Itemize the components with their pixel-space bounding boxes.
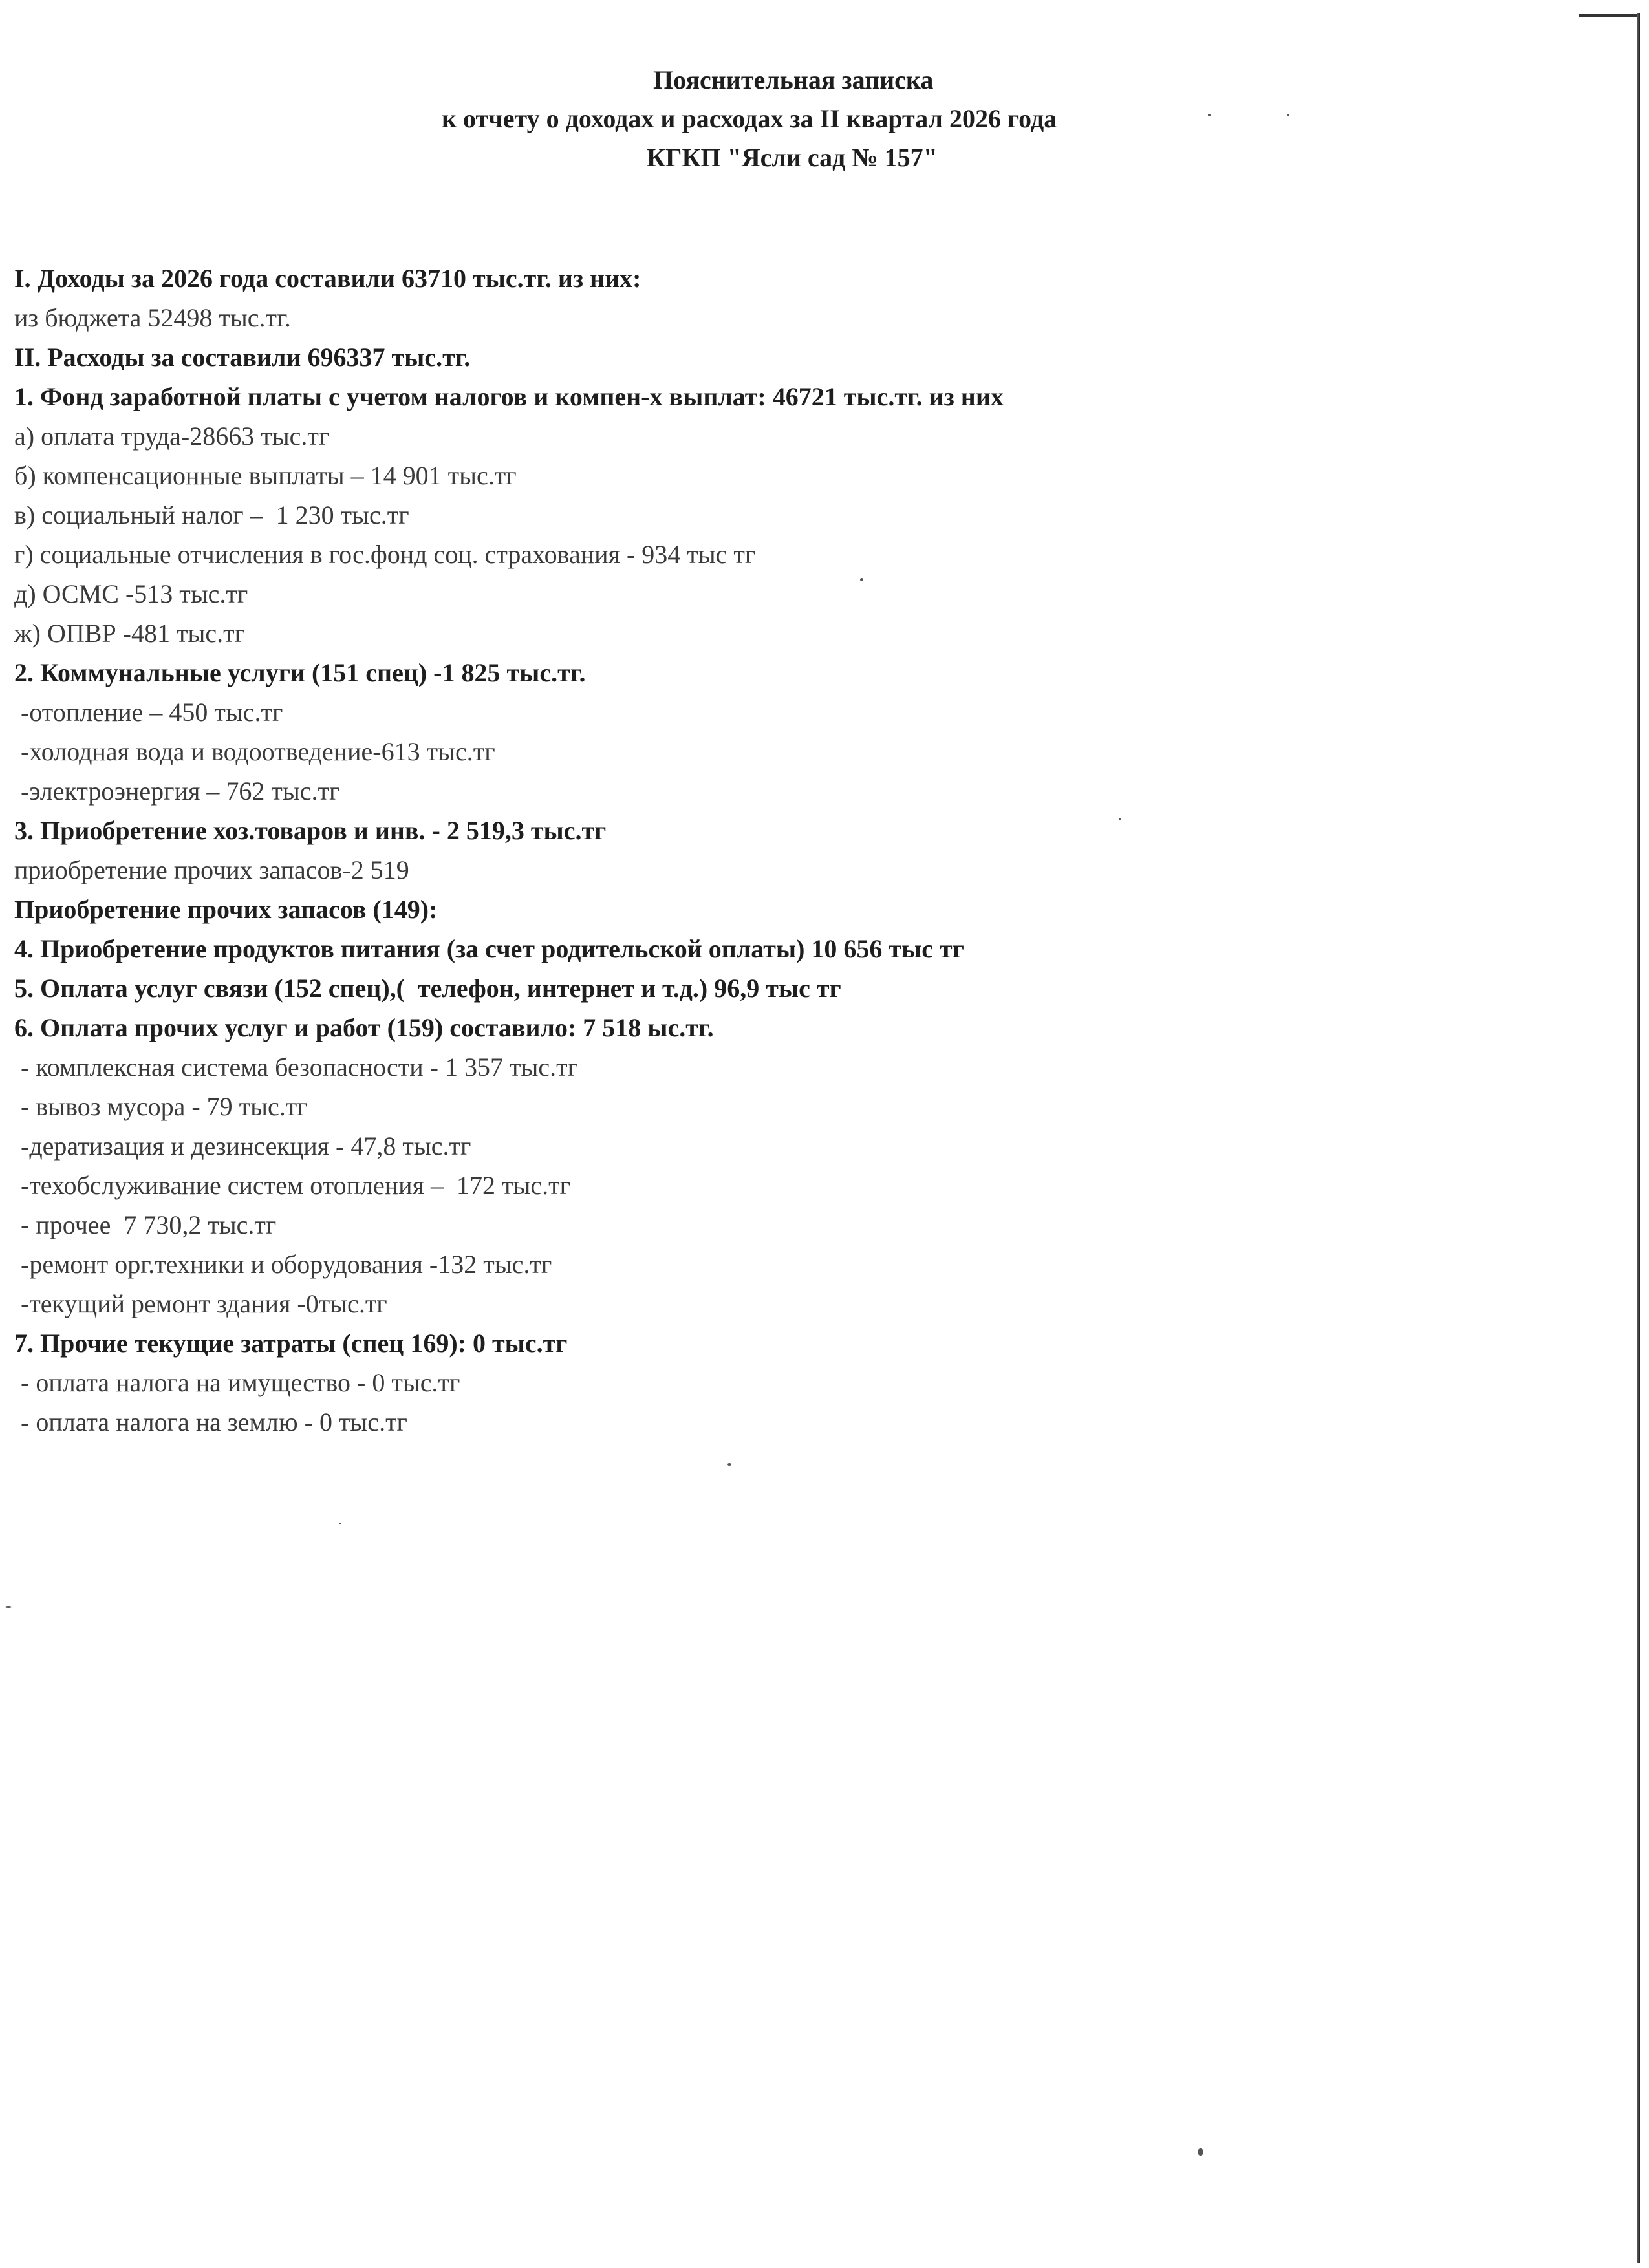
section-heading: 3. Приобретение хоз.товаров и инв. - 2 519,3 тыс.тг [14,816,607,845]
text-line: -отопление – 450 тыс.тг [14,698,283,727]
text-line: -дератизация и дезинсекция - 47,8 тыс.тг [14,1131,471,1161]
section-heading: 2. Коммунальные услуги (151 спец) -1 825 тыс.тг. [14,658,586,687]
text-line: ж) ОПВР -481 тыс.тг [14,619,245,648]
text-line: -техобслуживание систем отопления – 172 тыс.тг [14,1171,570,1200]
text-line: в) социальный налог – 1 230 тыс.тг [14,500,409,530]
scan-speck [727,1463,731,1466]
text-line: - оплата налога на землю - 0 тыс.тг [14,1407,407,1437]
section-heading: 5. Оплата услуг связи (152 спец),( телефон, интернет и т.д.) 96,9 тыс тг [14,974,841,1003]
text-line: д) ОСМС -513 тыс.тг [14,579,248,608]
scan-speck [5,1606,12,1608]
text-line: б) компенсационные выплаты – 14 901 тыс.тг [14,461,517,490]
section-heading: I. Доходы за 2026 года составили 63710 тыс.тг. из них: [14,264,641,293]
scan-speck [1208,114,1211,116]
document-body [14,259,1618,1442]
section-heading: 4. Приобретение продуктов питания (за счет родительской оплаты) 10 656 тыс тг [14,934,964,963]
text-line: - вывоз мусора - 79 тыс.тг [14,1092,308,1121]
text-line: из бюджета 52498 тыс.тг. [14,303,291,332]
document-title: Пояснительная записка [653,65,934,94]
scan-speck [339,1523,341,1524]
section-heading: 6. Оплата прочих услуг и работ (159) составило: 7 518 ыс.тг. [14,1013,714,1042]
text-line: -холодная вода и водоотведение-613 тыс.тг [14,737,495,766]
text-line: -ремонт орг.техники и оборудования -132 тыс.тг [14,1250,552,1279]
scan-edge [1637,13,1640,2263]
text-line: приобретение прочих запасов-2 519 [14,855,409,884]
text-line: -текущий ремонт здания -0тыс.тг [14,1289,387,1318]
section-heading: 7. Прочие текущие затраты (спец 169): 0 тыс.тг [14,1329,568,1358]
document-subtitle: к отчету о доходах и расходах за II квартал 2026 года [442,104,1057,133]
section-heading: Приобретение прочих запасов (149): [14,895,438,924]
text-line: -электроэнергия – 762 тыс.тг [14,776,340,806]
section-heading: 1. Фонд заработной платы с учетом налогов и компен-х выплат: 46721 тыс.тг. из них [14,382,1004,411]
organization-name: КГКП "Ясли сад № 157" [647,143,938,172]
text-line: - комплексная система безопасности - 1 357 тыс.тг [14,1053,578,1082]
scan-speck [1287,114,1289,116]
section-heading: II. Расходы за составили 696337 тыс.тг. [14,343,471,372]
text-line: г) социальные отчисления в гос.фонд соц. страхования - 934 тыс тг [14,540,756,569]
text-line: а) оплата труда-28663 тыс.тг [14,422,330,451]
text-line: - прочее 7 730,2 тыс.тг [14,1210,277,1239]
text-line: - оплата налога на имущество - 0 тыс.тг [14,1368,460,1397]
scan-speck [1198,2148,1203,2156]
scan-edge-corner [1579,14,1637,17]
